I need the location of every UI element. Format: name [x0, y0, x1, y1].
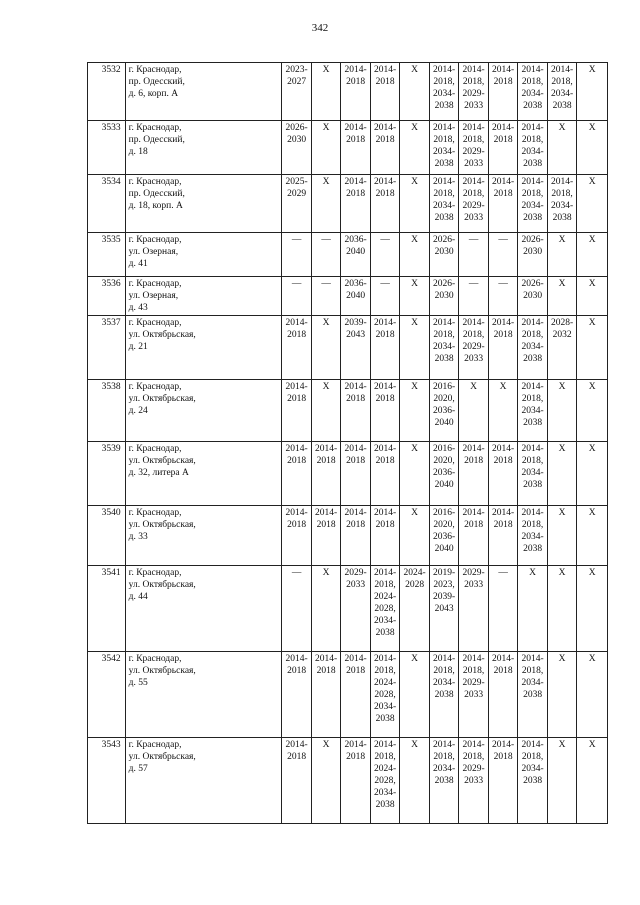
period-cell: —: [370, 233, 400, 277]
period-cell: X: [577, 233, 608, 277]
address-cell: г. Краснодар, ул. Октябрьская, д. 24: [125, 380, 282, 442]
period-cell: —: [459, 233, 489, 277]
period-cell: 2014- 2018, 2029- 2033: [459, 121, 489, 175]
period-cell: 2014- 2018, 2029- 2033: [459, 63, 489, 121]
row-number: 3534: [88, 175, 126, 233]
address-cell: г. Краснодар, ул. Октябрьская, д. 21: [125, 316, 282, 380]
period-cell: 2014- 2018, 2024- 2028, 2034- 2038: [370, 738, 400, 824]
period-cell: 2014- 2018: [370, 121, 400, 175]
period-cell: —: [459, 277, 489, 316]
row-number: 3532: [88, 63, 126, 121]
period-cell: 2014- 2018: [341, 652, 371, 738]
table-row: [88, 380, 608, 442]
period-cell: 2014- 2018, 2029- 2033: [459, 175, 489, 233]
period-cell: 2014- 2018: [282, 316, 312, 380]
period-cell: X: [547, 233, 577, 277]
period-cell: —: [282, 233, 312, 277]
period-cell: X: [577, 738, 608, 824]
table-row: [88, 233, 608, 277]
period-cell: —: [488, 277, 518, 316]
period-cell: 2016- 2020, 2036- 2040: [429, 380, 459, 442]
period-cell: 2014- 2018, 2029- 2033: [459, 316, 489, 380]
table-row: [88, 738, 608, 824]
period-cell: 2014- 2018: [341, 380, 371, 442]
period-cell: X: [488, 380, 518, 442]
period-cell: X: [400, 121, 430, 175]
period-cell: 2014- 2018: [488, 63, 518, 121]
address-cell: г. Краснодар, ул. Октябрьская, д. 33: [125, 506, 282, 566]
period-cell: 2014- 2018, 2034- 2038: [429, 652, 459, 738]
period-cell: 2014- 2018: [282, 652, 312, 738]
period-cell: 2014- 2018: [459, 442, 489, 506]
table-row: [88, 63, 608, 121]
period-cell: 2014- 2018, 2034- 2038: [429, 121, 459, 175]
address-cell: г. Краснодар, ул. Озерная, д. 43: [125, 277, 282, 316]
period-cell: 2014- 2018, 2029- 2033: [459, 652, 489, 738]
period-cell: 2016- 2020, 2036- 2040: [429, 442, 459, 506]
period-cell: X: [577, 121, 608, 175]
period-cell: —: [370, 277, 400, 316]
period-cell: 2014- 2018: [311, 652, 341, 738]
period-cell: X: [400, 506, 430, 566]
period-cell: 2014- 2018: [459, 506, 489, 566]
period-cell: 2014- 2018: [282, 442, 312, 506]
period-cell: X: [577, 506, 608, 566]
period-cell: 2014- 2018: [341, 63, 371, 121]
table-row: [88, 442, 608, 506]
row-number: 3538: [88, 380, 126, 442]
period-cell: 2014- 2018: [341, 506, 371, 566]
period-cell: 2014- 2018: [488, 506, 518, 566]
period-cell: 2014- 2018, 2034- 2038: [429, 738, 459, 824]
period-cell: —: [488, 233, 518, 277]
period-cell: —: [282, 277, 312, 316]
period-cell: 2025- 2029: [282, 175, 312, 233]
period-cell: 2014- 2018: [488, 316, 518, 380]
period-cell: 2014- 2018, 2034- 2038: [518, 506, 548, 566]
period-cell: 2036- 2040: [341, 277, 371, 316]
period-cell: X: [577, 566, 608, 652]
period-cell: 2014- 2018: [370, 63, 400, 121]
period-cell: 2014- 2018: [370, 316, 400, 380]
period-cell: 2023- 2027: [282, 63, 312, 121]
period-cell: X: [311, 121, 341, 175]
period-cell: X: [311, 63, 341, 121]
period-cell: X: [577, 175, 608, 233]
period-cell: X: [577, 316, 608, 380]
period-cell: 2029- 2033: [341, 566, 371, 652]
period-cell: 2036- 2040: [341, 233, 371, 277]
period-cell: —: [488, 566, 518, 652]
period-cell: X: [547, 380, 577, 442]
row-number: 3537: [88, 316, 126, 380]
period-cell: 2026- 2030: [429, 277, 459, 316]
period-cell: 2014- 2018: [341, 175, 371, 233]
period-cell: 2029- 2033: [459, 566, 489, 652]
period-cell: X: [577, 380, 608, 442]
address-cell: г. Краснодар, ул. Октябрьская, д. 44: [125, 566, 282, 652]
period-cell: X: [400, 442, 430, 506]
period-cell: X: [547, 277, 577, 316]
row-number: 3543: [88, 738, 126, 824]
period-cell: 2014- 2018, 2034- 2038: [429, 63, 459, 121]
table-body: [88, 63, 608, 824]
period-cell: —: [311, 277, 341, 316]
period-cell: 2014- 2018, 2024- 2028, 2034- 2038: [370, 566, 400, 652]
period-cell: 2014- 2018, 2034- 2038: [429, 316, 459, 380]
address-cell: г. Краснодар, пр. Одесский, д. 18, корп. А: [125, 175, 282, 233]
row-number: 3533: [88, 121, 126, 175]
period-cell: 2024- 2028: [400, 566, 430, 652]
period-cell: X: [577, 63, 608, 121]
row-number: 3542: [88, 652, 126, 738]
period-cell: —: [282, 566, 312, 652]
period-cell: 2014- 2018: [370, 506, 400, 566]
period-cell: 2014- 2018, 2034- 2038: [518, 316, 548, 380]
period-cell: X: [400, 652, 430, 738]
page-number: 342: [311, 22, 329, 34]
period-cell: 2014- 2018, 2034- 2038: [518, 652, 548, 738]
period-cell: X: [400, 63, 430, 121]
period-cell: 2014- 2018: [311, 506, 341, 566]
period-cell: 2014- 2018: [488, 175, 518, 233]
schedule-table: [87, 62, 608, 824]
period-cell: 2014- 2018: [282, 380, 312, 442]
table-row: [88, 277, 608, 316]
period-cell: 2014- 2018, 2034- 2038: [518, 63, 548, 121]
period-cell: 2014- 2018: [370, 380, 400, 442]
period-cell: X: [400, 316, 430, 380]
period-cell: 2014- 2018, 2034- 2038: [518, 175, 548, 233]
period-cell: 2014- 2018: [282, 506, 312, 566]
period-cell: X: [400, 175, 430, 233]
period-cell: 2014- 2018, 2029- 2033: [459, 738, 489, 824]
period-cell: 2014- 2018, 2034- 2038: [547, 63, 577, 121]
period-cell: X: [311, 316, 341, 380]
table-row: [88, 652, 608, 738]
period-cell: 2014- 2018, 2024- 2028, 2034- 2038: [370, 652, 400, 738]
period-cell: X: [518, 566, 548, 652]
period-cell: 2026- 2030: [518, 233, 548, 277]
period-cell: 2028- 2032: [547, 316, 577, 380]
period-cell: X: [577, 442, 608, 506]
period-cell: X: [547, 738, 577, 824]
period-cell: 2014- 2018: [488, 121, 518, 175]
period-cell: 2014- 2018: [341, 442, 371, 506]
period-cell: —: [311, 233, 341, 277]
period-cell: 2014- 2018: [488, 652, 518, 738]
table-row: [88, 316, 608, 380]
period-cell: 2014- 2018: [341, 121, 371, 175]
period-cell: 2014- 2018: [370, 175, 400, 233]
period-cell: 2014- 2018, 2034- 2038: [429, 175, 459, 233]
period-cell: X: [400, 738, 430, 824]
period-cell: 2014- 2018, 2034- 2038: [518, 738, 548, 824]
period-cell: 2014- 2018: [370, 442, 400, 506]
table-row: [88, 506, 608, 566]
period-cell: 2016- 2020, 2036- 2040: [429, 506, 459, 566]
row-number: 3540: [88, 506, 126, 566]
period-cell: 2019- 2023, 2039- 2043: [429, 566, 459, 652]
address-cell: г. Краснодар, ул. Октябрьская, д. 55: [125, 652, 282, 738]
period-cell: X: [400, 233, 430, 277]
period-cell: X: [547, 442, 577, 506]
period-cell: X: [547, 652, 577, 738]
period-cell: 2014- 2018, 2034- 2038: [518, 121, 548, 175]
row-number: 3541: [88, 566, 126, 652]
period-cell: 2014- 2018: [488, 442, 518, 506]
table-row: [88, 121, 608, 175]
table-row: [88, 566, 608, 652]
period-cell: X: [577, 652, 608, 738]
period-cell: 2026- 2030: [282, 121, 312, 175]
period-cell: 2014- 2018: [341, 738, 371, 824]
period-cell: X: [400, 277, 430, 316]
period-cell: X: [459, 380, 489, 442]
period-cell: X: [311, 738, 341, 824]
period-cell: 2014- 2018, 2034- 2038: [518, 442, 548, 506]
period-cell: X: [547, 506, 577, 566]
period-cell: X: [311, 566, 341, 652]
period-cell: X: [547, 121, 577, 175]
address-cell: г. Краснодар, пр. Одесский, д. 6, корп. А: [125, 63, 282, 121]
row-number: 3536: [88, 277, 126, 316]
period-cell: X: [311, 380, 341, 442]
period-cell: X: [547, 566, 577, 652]
period-cell: 2014- 2018: [282, 738, 312, 824]
period-cell: X: [577, 277, 608, 316]
period-cell: X: [311, 175, 341, 233]
period-cell: 2026- 2030: [429, 233, 459, 277]
period-cell: 2039- 2043: [341, 316, 371, 380]
period-cell: X: [400, 380, 430, 442]
address-cell: г. Краснодар, ул. Октябрьская, д. 57: [125, 738, 282, 824]
period-cell: 2014- 2018: [488, 738, 518, 824]
period-cell: 2026- 2030: [518, 277, 548, 316]
period-cell: 2014- 2018, 2034- 2038: [518, 380, 548, 442]
row-number: 3535: [88, 233, 126, 277]
row-number: 3539: [88, 442, 126, 506]
address-cell: г. Краснодар, ул. Озерная, д. 41: [125, 233, 282, 277]
address-cell: г. Краснодар, ул. Октябрьская, д. 32, литера А: [125, 442, 282, 506]
address-cell: г. Краснодар, пр. Одесский, д. 18: [125, 121, 282, 175]
table-row: [88, 175, 608, 233]
period-cell: 2014- 2018, 2034- 2038: [547, 175, 577, 233]
period-cell: 2014- 2018: [311, 442, 341, 506]
